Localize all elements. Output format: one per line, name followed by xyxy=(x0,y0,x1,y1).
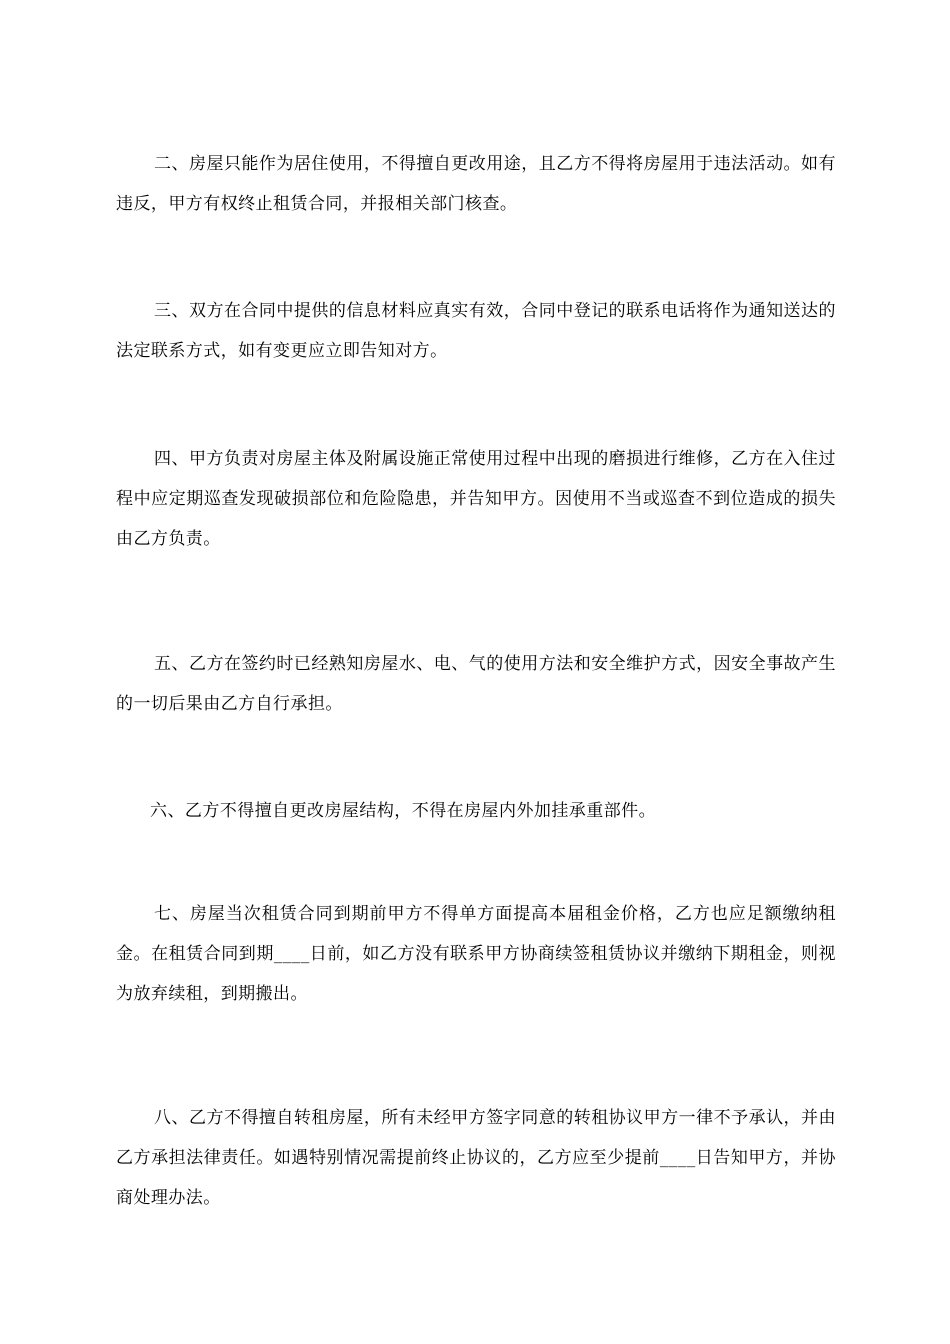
clause-6: 六、乙方不得擅自更改房屋结构，不得在房屋内外加挂承重部件。 xyxy=(150,801,657,821)
clause-3: 三、双方在合同中提供的信息材料应真实有效，合同中登记的联系电话将作为通知送达的法定联系方式，如有变更应立即告知对方。 xyxy=(116,301,836,361)
clause-8: 八、乙方不得擅自转租房屋，所有未经甲方签字同意的转租协议甲方一律不予承认，并由乙方承担法律责任。如遇特别情况需提前终止协议的，乙方应至少提前____日告知甲方，并协商处理办法。 xyxy=(116,1108,836,1208)
clause-4: 四、甲方负责对房屋主体及附属设施正常使用过程中出现的磨损进行维修，乙方在入住过程中应定期巡查发现破损部位和危险隐患，并告知甲方。因使用不当或巡查不到位造成的损失由乙方负责。 xyxy=(116,449,836,549)
clause-2: 二、房屋只能作为居住使用，不得擅自更改用途，且乙方不得将房屋用于违法活动。如有违反，甲方有权终止租赁合同，并报相关部门核查。 xyxy=(116,154,836,214)
clause-7: 七、房屋当次租赁合同到期前甲方不得单方面提高本届租金价格，乙方也应足额缴纳租金。在租赁合同到期____日前，如乙方没有联系甲方协商续签租赁协议并缴纳下期租金，则视为放弃续租，到期搬出。 xyxy=(116,904,836,1004)
clause-5: 五、乙方在签约时已经熟知房屋水、电、气的使用方法和安全维护方式，因安全事故产生的一切后果由乙方自行承担。 xyxy=(116,654,836,714)
